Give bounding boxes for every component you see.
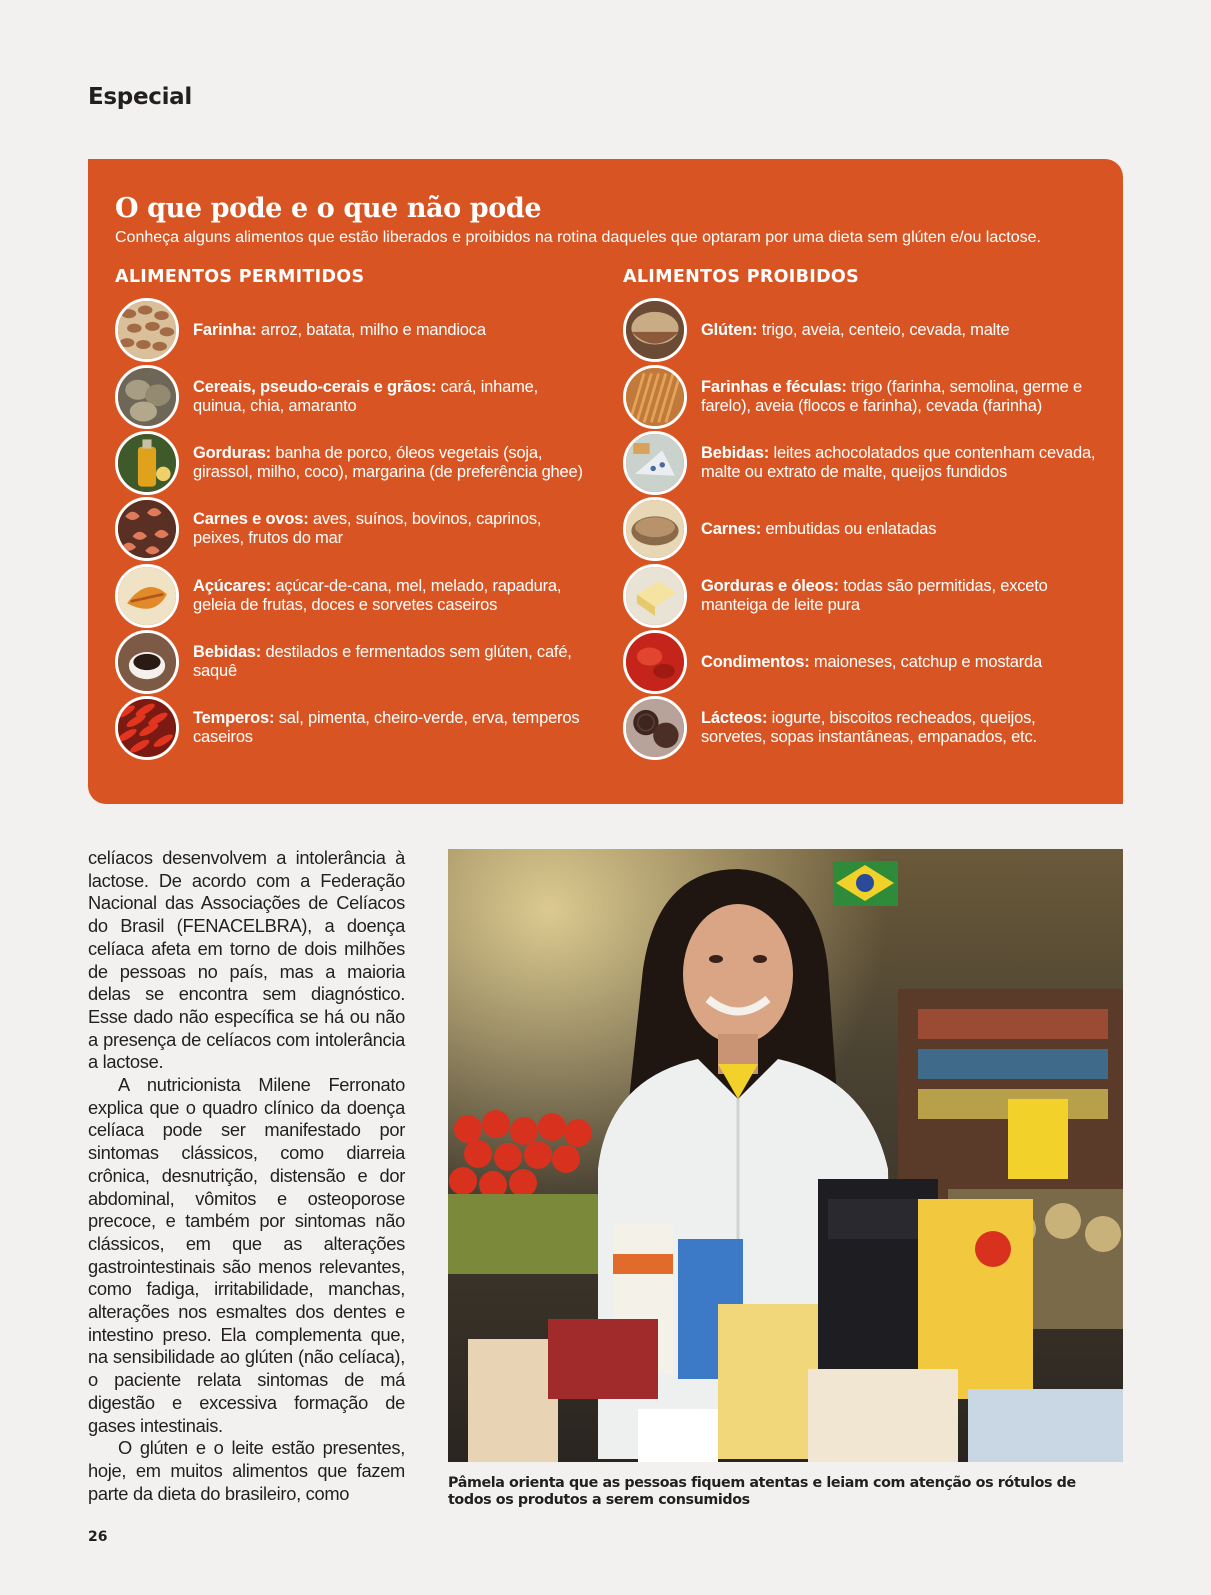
page-number: 26: [88, 1529, 108, 1545]
forbidden-item: [623, 430, 1103, 496]
forbidden-item-label: Condimentos:: [701, 652, 810, 671]
allowed-item-description: destilados e fermentados sem glúten, café, saquê: [193, 643, 572, 680]
forbidden-item-label: Farinhas e féculas:: [701, 378, 847, 396]
article-paragraph: A nutricionista Milene Ferronato explica que o quadro clínico da doença celíaca pode ser manifestado por sintomas clássicos, como diarreia crônica, desnutrição, distensão e dor abdominal, vômitos e osteoporose precoce, e também por sintomas não clássicos, em que as alterações gastrointestinais são menos relevantes, como fadiga, irritabilidade, manchas, alterações nos esmaltes dos dentes e intestino preso. Ela complementa que, na sensibilidade ao glúten (não celíaca), o paciente relata sintomas de má digestão e excessiva formação de gases intestinais.: [88, 1074, 405, 1436]
forbidden-item-label: Carnes:: [701, 519, 762, 538]
allowed-item-image: [115, 564, 179, 628]
allowed-item-text: [193, 444, 595, 482]
allowed-item: [115, 563, 595, 629]
info-box: [88, 159, 1123, 804]
forbidden-item-text: [701, 653, 1042, 672]
forbidden-item: [623, 563, 1103, 629]
allowed-item-image: [115, 630, 179, 694]
forbidden-item-image: [623, 696, 687, 760]
allowed-item-text: [193, 709, 595, 747]
canned-meat-icon: [626, 500, 684, 558]
forbidden-item-description: iogurte, biscoitos recheados, queijos, sorvetes, sopas instantâneas, empanados, etc.: [701, 709, 1037, 746]
forbidden-item-description: trigo, aveia, centeio, cevada, malte: [757, 320, 1010, 339]
forbidden-item-text: [701, 378, 1103, 416]
allowed-item-label: Açúcares:: [193, 577, 271, 595]
allowed-item-label: Gorduras:: [193, 444, 271, 462]
forbidden-item-label: Bebidas:: [701, 444, 770, 462]
forbidden-item-label: Glúten:: [701, 320, 758, 339]
allowed-item-text: [193, 577, 595, 615]
allowed-item-description: banha de porco, óleos vegetais (soja, girassol, milho, coco), margarina (de preferência ghee): [193, 444, 583, 481]
supermarket-scene-image: [448, 849, 1123, 1462]
section-label: Especial: [88, 84, 192, 110]
box-title: O que pode e o que não pode: [115, 193, 542, 224]
allowed-item-text: [193, 378, 595, 416]
photo-caption: Pâmela orienta que as pessoas fiquem atentas e leiam com atenção os rótulos de todos os produtos a serem consumidos: [448, 1475, 1076, 1508]
forbidden-item-label: Gorduras e óleos:: [701, 577, 839, 595]
honey-icon: [118, 567, 176, 625]
forbidden-item-description: embutidas ou enlatadas: [761, 519, 937, 538]
forbidden-item: [623, 297, 1103, 363]
allowed-item-label: Carnes e ovos:: [193, 510, 309, 528]
allowed-item-description: açúcar-de-cana, mel, melado, rapadura, geleia de frutas, doces e sorvetes caseiros: [193, 577, 562, 614]
forbidden-item: [623, 364, 1103, 430]
allowed-item-image: [115, 298, 179, 362]
allowed-item-label: Temperos:: [193, 709, 275, 727]
forbidden-column: [623, 267, 1103, 746]
forbidden-item-image: [623, 365, 687, 429]
forbidden-item: [623, 629, 1103, 695]
allowed-heading: ALIMENTOS PERMITIDOS: [115, 267, 365, 287]
forbidden-item-text: [701, 709, 1103, 747]
forbidden-item-text: [701, 577, 1103, 615]
allowed-item-label: Cereais, pseudo-cerais e grãos:: [193, 378, 437, 396]
allowed-item: [115, 297, 595, 363]
allowed-column: [115, 267, 595, 746]
article-paragraph: celíacos desenvolvem a intolerância à lactose. De acordo com a Federação Nacional das Associações de Celíacos do Brasil (FENACELBRA), a doença celíaca afeta em torno de dois milhões de pessoas no país, mas a maioria delas se encontra sem diagnóstico. Esse dado não específica se há ou não a presença de celíacos com intolerância a lactose.: [88, 847, 405, 1073]
allowed-item: [115, 629, 595, 695]
cookies-icon: [626, 699, 684, 757]
allowed-item: [115, 364, 595, 430]
forbidden-item-text: [701, 321, 1010, 340]
allowed-item: [115, 430, 595, 496]
forbidden-item-label: Lácteos:: [701, 709, 768, 727]
forbidden-item: [623, 496, 1103, 562]
chili-pepper-icon: [118, 699, 176, 757]
allowed-item-label: Bebidas:: [193, 643, 262, 661]
forbidden-item-image: [623, 630, 687, 694]
forbidden-item-description: leites achocolatados que contenham cevada, malte ou extrato de malte, queijos fundidos: [701, 444, 1096, 481]
box-subtitle: Conheça alguns alimentos que estão liberados e proibidos na rotina daqueles que optaram por uma dieta sem glúten e/ou lactose.: [115, 229, 1041, 246]
forbidden-item-description: todas são permitidas, exceto manteiga de leite pura: [701, 577, 1048, 614]
allowed-item-image: [115, 431, 179, 495]
shrimp-icon: [118, 500, 176, 558]
forbidden-item-description: maioneses, catchup e mostarda: [809, 652, 1042, 671]
grain-bowl-icon: [626, 301, 684, 359]
butter-icon: [626, 567, 684, 625]
nutritionist-photo: [448, 849, 1123, 1462]
wheat-icon: [626, 368, 684, 426]
forbidden-heading: ALIMENTOS PROIBIDOS: [623, 267, 859, 287]
allowed-item-description: arroz, batata, milho e mandioca: [256, 320, 486, 339]
allowed-item: [115, 695, 595, 761]
beans-icon: [118, 301, 176, 359]
forbidden-item-description: trigo (farinha, semolina, germe e farelo), aveia (flocos e farinha), cevada (farinha): [701, 378, 1082, 415]
article-body: [88, 847, 405, 1505]
allowed-item: [115, 496, 595, 562]
forbidden-item-text: [701, 520, 936, 539]
allowed-item-text: [193, 510, 595, 548]
forbidden-item-text: [701, 444, 1103, 482]
forbidden-item-image: [623, 298, 687, 362]
allowed-item-description: sal, pimenta, cheiro-verde, erva, temperos caseiros: [193, 709, 580, 746]
tubers-icon: [118, 368, 176, 426]
forbidden-item: [623, 695, 1103, 761]
allowed-item-image: [115, 696, 179, 760]
allowed-item-image: [115, 497, 179, 561]
allowed-item-text: [193, 321, 486, 340]
ketchup-icon: [626, 633, 684, 691]
allowed-item-description: aves, suínos, bovinos, caprinos, peixes, frutos do mar: [193, 510, 542, 547]
oil-bottle-icon: [118, 434, 176, 492]
allowed-item-text: [193, 643, 595, 681]
allowed-item-description: cará, inhame, quinua, chia, amaranto: [193, 378, 539, 415]
allowed-item-label: Farinha:: [193, 320, 257, 339]
forbidden-item-image: [623, 564, 687, 628]
forbidden-item-image: [623, 431, 687, 495]
article-paragraph: O glúten e o leite estão presentes, hoje, em muitos alimentos que fazem parte da dieta do brasileiro, como: [88, 1437, 405, 1504]
coffee-cup-icon: [118, 633, 176, 691]
forbidden-item-image: [623, 497, 687, 561]
allowed-item-image: [115, 365, 179, 429]
cheese-plate-icon: [626, 434, 684, 492]
